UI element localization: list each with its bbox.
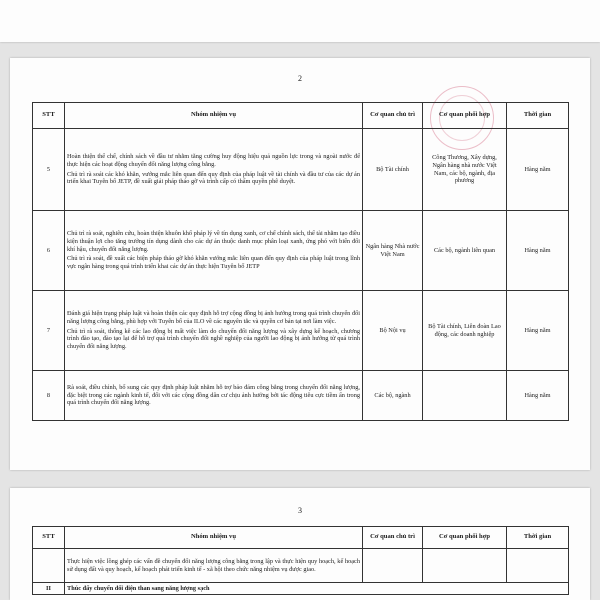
table-row [33,129,569,211]
header-stt: STT [33,103,65,129]
row-timeline: Hàng năm [507,371,569,421]
task-table-page-3 [32,526,569,595]
task-paragraph: Hoàn thiện thể chế, chính sách về đầu tư nhằm tăng cường huy động hiệu quả nguồn lực trong và ngoài nước để thực hiện các hoạt động chuyển đổi năng lượng công bằng. [67,152,360,168]
row-stt [33,549,65,583]
row-coordinating-agency: Bộ Tài chính, Liên đoàn Lao động, các doanh nghiệp [423,291,507,371]
task-paragraph: Thực hiện việc lồng ghép các vấn đề chuyển đổi năng lượng công bằng trong lập và thực hiện quy hoạch, kế hoạch sử dụng đất và quy hoạch, kế hoạch phát triển kinh tế - xã hội theo chức năng nhiệm vụ được giao. [67,557,360,573]
task-table-page-2 [32,102,569,421]
row-lead-agency: Bộ Tài chính [363,129,423,211]
task-paragraph: Rà soát, điều chỉnh, bổ sung các quy định pháp luật nhằm hỗ trợ bảo đảm công bằng trong chuyển đổi năng lượng, đặc biệt trong các ngành kinh tế, đối với các cộng đồng dân cư chịu ảnh hưởng bởi tác động tiêu cực tiềm ẩn trong quá trình chuyển đổi năng lượng. [67,383,360,407]
row-lead-agency [363,549,423,583]
page-3 [10,488,590,600]
task-paragraph: Chủ trì rà soát các khó khăn, vướng mắc liên quan đến quy định của pháp luật về tài chính và đầu tư của các dự án triển khai Tuyên bố JETP, đề xuất giải pháp tháo gỡ và trình cấp có thẩm quyền phê duyệt. [67,170,360,186]
header-co-quan-phoi-hop: Cơ quan phối hợp [423,103,507,129]
header-thoi-gian: Thời gian [507,527,569,549]
row-task [65,549,363,583]
row-stt: 6 [33,211,65,291]
table-header-row [33,527,569,549]
section-title: Thúc đẩy chuyển đổi điện than sang năng lượng sạch [65,583,569,595]
page-number: 2 [298,74,302,83]
row-stt: 8 [33,371,65,421]
row-timeline: Hàng năm [507,129,569,211]
table-row [33,549,569,583]
row-timeline: Hàng năm [507,211,569,291]
page-number: 3 [298,506,302,515]
task-paragraph: Chủ trì rà soát, đề xuất các biện pháp tháo gỡ khó khăn vướng mắc liên quan đến quy định của pháp luật trong lĩnh vực ngân hàng trong quá trình triển khai các dự án thực hiện Tuyên bố JETP [67,255,360,271]
row-stt: 7 [33,291,65,371]
section-row [33,583,569,595]
header-nhom-nhiem-vu: Nhóm nhiệm vụ [65,527,363,549]
row-stt: 5 [33,129,65,211]
row-lead-agency: Bộ Nội vụ [363,291,423,371]
section-number: II [33,583,65,595]
row-task [65,291,363,371]
header-co-quan-phoi-hop: Cơ quan phối hợp [423,527,507,549]
row-task [65,129,363,211]
page-2 [10,58,590,470]
row-coordinating-agency: Công Thương, Xây dựng, Ngân hàng nhà nước Việt Nam, các bộ, ngành, địa phương [423,129,507,211]
task-paragraph: Chủ trì rà soát, thống kê các lao động bị mất việc làm do chuyển đổi năng lượng và xây dựng kế hoạch, chương trình đào tạo, đào tạo lại để hỗ trợ quá trình chuyển đổi nghề nghiệp của người lao động bị ảnh hưởng từ quá trình chuyển đổi năng lượng. [67,327,360,351]
task-paragraph: Đánh giá hiện trạng pháp luật và hoàn thiện các quy định hỗ trợ cộng đồng bị ảnh hưởng trong quá trình chuyển đổi năng lượng công bằng, phù hợp với Tuyên bố của ILO về các nguyên tắc và quyền cơ bản tại nơi làm việc. [67,309,360,325]
table-row [33,211,569,291]
header-stt: STT [33,527,65,549]
header-nhom-nhiem-vu: Nhóm nhiệm vụ [65,103,363,129]
row-coordinating-agency [423,549,507,583]
row-task [65,211,363,291]
row-lead-agency: Ngân hàng Nhà nước Việt Nam [363,211,423,291]
table-header-row [33,103,569,129]
row-timeline: Hàng năm [507,291,569,371]
header-co-quan-chu-tri: Cơ quan chủ trì [363,527,423,549]
row-lead-agency: Các bộ, ngành [363,371,423,421]
row-coordinating-agency: Các bộ, ngành liên quan [423,211,507,291]
row-timeline [507,549,569,583]
previous-page-fragment [0,0,600,42]
header-co-quan-chu-tri: Cơ quan chủ trì [363,103,423,129]
table-row [33,371,569,421]
row-coordinating-agency [423,371,507,421]
table-row [33,291,569,371]
task-paragraph: Chủ trì rà soát, nghiên cứu, hoàn thiện khuôn khổ pháp lý về tín dụng xanh, cơ chế chính sách, thể tài nhằm tạo điều kiện thuận lợi cho tăng trưởng tín dụng dành cho các dự án thuộc danh mục phân loại xanh, ứng phó với biến đổi khí hậu, chuyển đổi năng lượng. [67,229,360,253]
row-task [65,371,363,421]
header-thoi-gian: Thời gian [507,103,569,129]
